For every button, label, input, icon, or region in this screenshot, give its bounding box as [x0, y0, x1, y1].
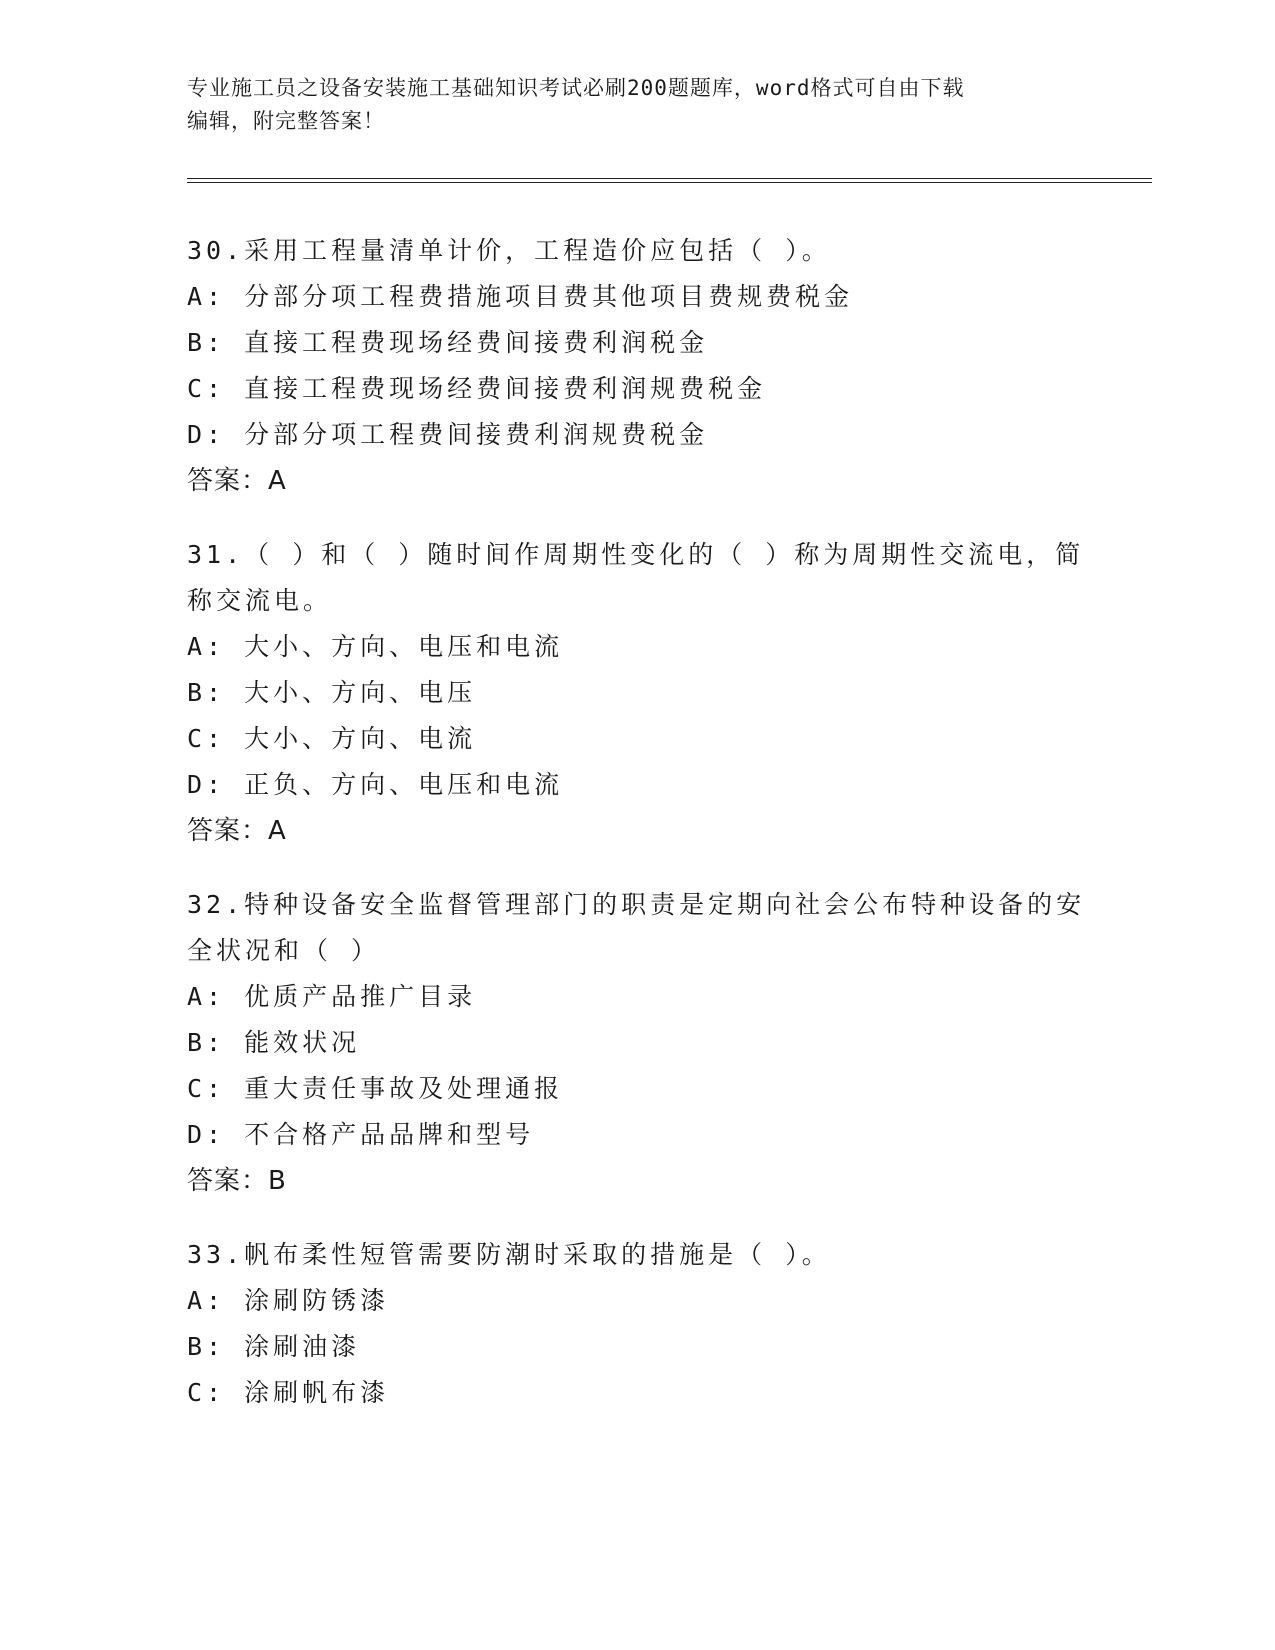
option-c: C: 涂刷帆布漆 [187, 1378, 390, 1407]
answer: 答案：A [187, 816, 287, 846]
option-c: C: 直接工程费现场经费间接费利润规费税金 [187, 374, 767, 403]
question-stem: 33.帆布柔性短管需要防潮时采取的措施是（ ）。 [187, 1240, 831, 1269]
option-a: A: 涂刷防锈漆 [187, 1286, 390, 1315]
option-d: D: 分部分项工程费间接费利润规费税金 [187, 420, 709, 449]
option-a: A: 分部分项工程费措施项目费其他项目费规费税金 [187, 282, 854, 311]
question-stem-continued: 全状况和（ ） [187, 936, 381, 965]
header-divider-bottom [187, 182, 1152, 183]
question-stem: 32.特种设备安全监督管理部门的职责是定期向社会公布特种设备的安 [187, 890, 1086, 919]
question-stem: 31.（ ）和（ ）随时间作周期性变化的（ ）称为周期性交流电，简 [187, 540, 1085, 569]
option-d: D: 正负、方向、电压和电流 [187, 770, 564, 799]
option-a: A: 大小、方向、电压和电流 [187, 632, 564, 661]
option-a: A: 优质产品推广目录 [187, 982, 477, 1011]
option-d: D: 不合格产品品牌和型号 [187, 1120, 535, 1149]
question-list [187, 228, 1087, 1444]
question-stem: 30.采用工程量清单计价，工程造价应包括（ ）。 [187, 236, 831, 265]
answer: 答案：A [187, 466, 287, 496]
question-31 [187, 532, 1087, 854]
header-divider-top [187, 178, 1152, 179]
option-c: C: 重大责任事故及处理通报 [187, 1074, 564, 1103]
option-b: B: 直接工程费现场经费间接费利润税金 [187, 328, 709, 357]
header-line-1: 专业施工员之设备安装施工基础知识考试必刷200题题库，word格式可自由下载 [187, 76, 965, 100]
answer: 答案：B [187, 1166, 287, 1196]
document-header [187, 72, 1087, 138]
option-b: B: 能效状况 [187, 1028, 361, 1057]
option-c: C: 大小、方向、电流 [187, 724, 477, 753]
option-b: B: 涂刷油漆 [187, 1332, 361, 1361]
option-b: B: 大小、方向、电压 [187, 678, 477, 707]
question-stem-continued: 称交流电。 [187, 586, 333, 615]
header-line-2: 编辑，附完整答案！ [187, 109, 385, 133]
question-32 [187, 882, 1087, 1204]
question-30 [187, 228, 1087, 504]
question-33 [187, 1232, 1087, 1416]
